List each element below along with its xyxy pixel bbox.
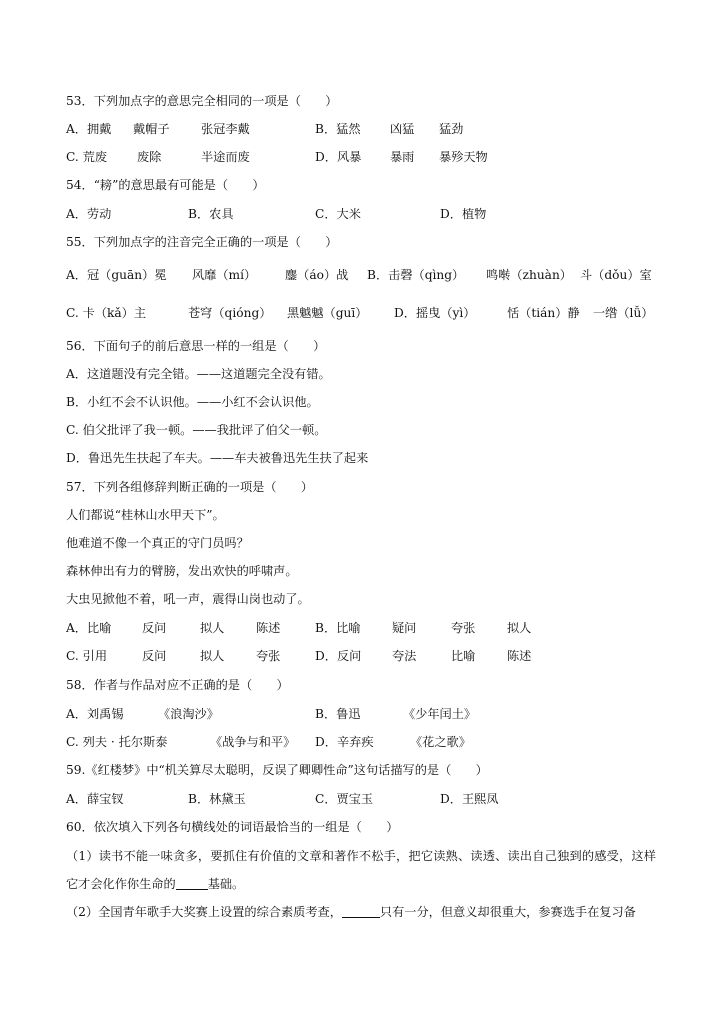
sentence-2-before-blank: （2）全国青年歌手大奖赛上设置的综合素质考查，: [66, 905, 342, 919]
sentence-1-after-blank: 基础。: [207, 877, 245, 891]
question-56-option-b: B．小红不会不认识他。——小红不会认识他。: [66, 395, 319, 409]
option-a: A．刘禹锡: [66, 707, 124, 721]
option-d-word-3: 暴殄天物: [439, 150, 488, 164]
option-a-work: 《浪淘沙》: [158, 707, 219, 721]
option-d-word-2: 夸法: [392, 649, 417, 663]
option-d-word-3: 一绺（lǚ）: [593, 306, 654, 320]
question-57-sentence-1: 人们都说“桂林山水甲天下”。: [66, 508, 225, 522]
option-a-word-2: 戴帽子: [133, 122, 170, 136]
option-c-word-2: 废除: [137, 150, 162, 164]
option-a: A．冠（guān）冕: [66, 268, 167, 282]
fill-blank-1[interactable]: [176, 875, 208, 890]
question-57-sentence-3: 森林伸出有力的臂膀，发出欢快的呼啸声。: [66, 564, 298, 578]
option-c: C. 列夫 · 托尔斯泰: [66, 735, 168, 749]
option-b: B．农具: [188, 207, 234, 221]
option-d-work: 《花之歌》: [410, 735, 471, 749]
question-53-stem: 53．下列加点字的意思完全相同的一项是（ ）: [66, 94, 338, 108]
fill-blank-2[interactable]: [342, 903, 380, 918]
question-56-option-a: A．这道题没有完全错。——这道题完全没有错。: [66, 367, 331, 381]
option-c: C. 引用: [66, 649, 108, 663]
option-c: C. 荒废: [66, 150, 108, 164]
question-60-sentence-2: [66, 898, 656, 926]
option-d: D．反问: [315, 649, 362, 663]
question-60-stem: 60．依次填入下列各句横线处的词语最恰当的一组是（ ）: [66, 820, 399, 834]
option-d: D．辛弃疾: [315, 735, 374, 749]
option-a-word-2: 风靡（mí）: [192, 268, 257, 282]
option-b-word-3: 猛劲: [439, 122, 464, 136]
option-c-word-3: 拟人: [200, 649, 225, 663]
option-c-word-2: 反问: [142, 649, 167, 663]
option-c-word-3: 半途而废: [201, 150, 250, 164]
sentence-2-after-blank: 只有一分，但意义却很重大，参赛选手在复习备: [379, 905, 636, 919]
option-a: A．薛宝钗: [66, 792, 124, 806]
option-b-word-2: 鸣啭（zhuàn）: [486, 268, 572, 282]
option-a-word-2: 反问: [142, 621, 167, 635]
option-c: C. 卡（kǎ）主: [66, 306, 147, 320]
question-56-option-c: C. 伯父批评了我一顿。——我批评了伯父一顿。: [66, 423, 327, 437]
option-c-word-3: 黑魆魆（guī）: [287, 306, 368, 320]
option-d: D．王熙凤: [440, 792, 499, 806]
option-c-word-2: 苍穹（qióng）: [188, 306, 272, 320]
question-59-stem: 59.《红楼梦》中“机关算尽太聪明，反误了卿卿性命”这句话描写的是（ ）: [66, 763, 488, 777]
option-d: D．植物: [440, 207, 487, 221]
question-57-sentence-2: 他难道不像一个真正的守门员吗？: [66, 536, 249, 550]
question-56-option-d: D．鲁迅先生扶起了车夫。——车夫被鲁迅先生扶了起来: [66, 451, 369, 465]
question-58-stem: 58．作者与作品对应不正确的是（ ）: [66, 678, 289, 692]
option-b-word-3: 夸张: [451, 621, 476, 635]
option-a-word-4: 陈述: [256, 621, 281, 635]
option-d: D．摇曳（yì）: [394, 306, 476, 320]
option-a-word-3: 张冠李戴: [201, 122, 250, 136]
option-d-word-4: 陈述: [507, 649, 532, 663]
option-c: C．贾宝玉: [315, 792, 374, 806]
option-b: B．猛然: [315, 122, 361, 136]
option-b: B．击磬（qìng）: [367, 268, 465, 282]
option-b-word-4: 拟人: [507, 621, 532, 635]
option-b: B．鲁迅: [315, 707, 361, 721]
option-d-word-3: 比喻: [451, 649, 476, 663]
option-a: A．劳动: [66, 207, 112, 221]
question-55-stem: 55．下列加点字的注音完全正确的一项是（ ）: [66, 235, 338, 249]
option-c-word-4: 夸张: [256, 649, 281, 663]
question-57-sentence-4: 大虫见掀他不着，吼一声，震得山岗也动了。: [66, 592, 310, 606]
question-54-stem: 54．“耪”的意思最有可能是（ ）: [66, 178, 265, 192]
option-a-word-3: 鏖（áo）战: [285, 268, 349, 282]
option-d: D．风暴: [315, 150, 362, 164]
sentence-1-before-blank: （1）读书不能一味贪多，要抓住有价值的文章和著作不松手，把它读熟、读透、读出自己独到的感受，这样它才会化作你生命的: [66, 849, 656, 891]
option-d-word-2: 恬（tián）静: [507, 306, 580, 320]
option-b-word-2: 疑问: [392, 621, 417, 635]
question-57-stem: 57．下列各组修辞判断正确的一项是（ ）: [66, 480, 314, 494]
option-a-word-3: 拟人: [200, 621, 225, 635]
option-a: A．拥戴: [66, 122, 112, 136]
option-c-work: 《战争与和平》: [210, 735, 296, 749]
option-c: C．大米: [315, 207, 361, 221]
question-56-stem: 56．下面句子的前后意思一样的一组是（ ）: [66, 339, 326, 353]
question-60-sentence-1: [66, 842, 656, 898]
option-a: A．比喻: [66, 621, 112, 635]
option-b: B．林黛玉: [188, 792, 246, 806]
option-b-word-3: 斗（dǒu）室: [580, 268, 652, 282]
option-b-work: 《少年闰土》: [403, 707, 477, 721]
option-b-word-2: 凶猛: [390, 122, 415, 136]
option-d-word-2: 暴雨: [390, 150, 415, 164]
option-b: B．比喻: [315, 621, 361, 635]
